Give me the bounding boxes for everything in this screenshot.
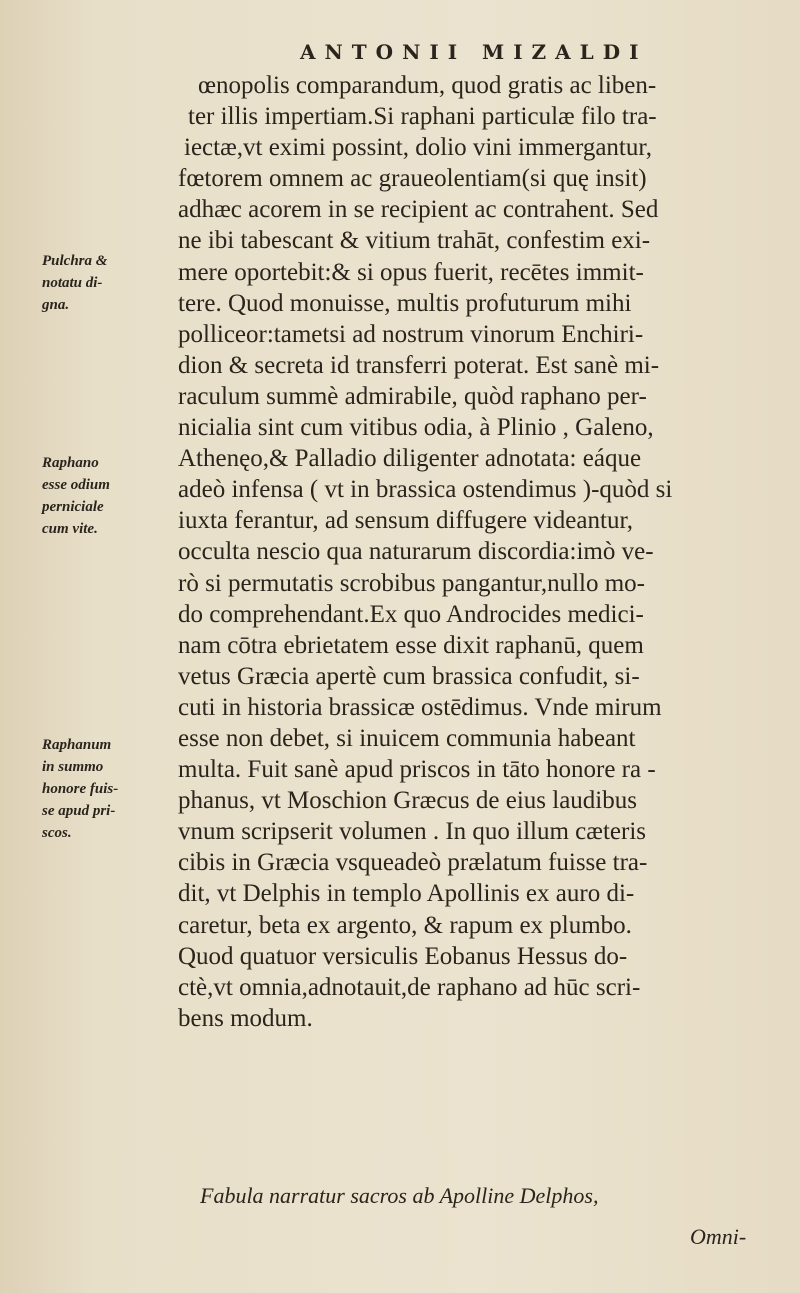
text-line: iectæ,vt eximi possint, dolio vini immergantur, — [184, 134, 652, 162]
text-line: esse non debet, si inuicem communia habeant — [178, 724, 636, 752]
text-line: Quod quatuor versiculis Eobanus Hessus do- — [178, 942, 628, 970]
text-line: nicialia sint cum vitibus odia, à Plinio , Galeno, — [178, 414, 654, 442]
text-line: Athenęo,& Palladio diligenter adnotata: eáque — [178, 445, 642, 473]
text-line: adhæc acorem in se recipient ac contrahent. Sed — [178, 196, 659, 224]
catchword: Omni- — [690, 1224, 747, 1249]
marginal-note-line: cum vite. — [42, 521, 98, 537]
text-line: caretur, beta ex argento, & rapum ex plumbo. — [178, 911, 632, 939]
marginal-note-line: Pulchra & — [42, 253, 108, 269]
text-line: cibis in Græcia vsqueadeò prælatum fuisse tra- — [178, 849, 648, 877]
text-line: ter illis impertiam.Si raphani particulæ filo tra- — [188, 103, 657, 131]
body-text — [170, 70, 782, 1034]
marginal-note-line: se apud pri- — [42, 803, 116, 819]
marginal-note-line: esse odium — [42, 477, 110, 493]
text-line: vnum scripserit volumen . In quo illum cæteris — [178, 818, 646, 846]
text-line: ne ibi tabescant & vitium trahāt, confestim exi- — [178, 227, 651, 255]
text-line: polliceor:tametsi ad nostrum vinorum Enchiri- — [178, 320, 644, 348]
text-line: fœtorem omnem ac graueolentiam(si quę insit) — [178, 165, 647, 193]
text-line: ctè,vt omnia,adnotauit,de raphano ad hūc scri- — [178, 973, 641, 1001]
text-line: mere oportebit:& si opus fuerit, recētes immit- — [178, 258, 644, 286]
text-line: adeò infensa ( vt in brassica ostendimus )-quòd si — [178, 476, 673, 504]
text-line: do comprehendant.Ex quo Androcides medici- — [178, 600, 644, 628]
marginal-note — [42, 250, 172, 316]
text-line: cuti in historia brassicæ ostēdimus. Vnde mirum — [178, 693, 662, 721]
text-line: nam cōtra ebrietatem esse dixit raphanū, quem — [178, 631, 644, 659]
text-line: rò si permutatis scrobibus pangantur,nullo mo- — [178, 569, 645, 597]
marginal-note-line: gna. — [42, 297, 70, 313]
marginal-note — [42, 452, 172, 540]
text-line: bens modum. — [178, 1004, 313, 1032]
text-line: tere. Quod monuisse, multis profuturum mihi — [178, 289, 632, 317]
marginal-note-line: Raphanum — [42, 737, 112, 753]
text-line: multa. Fuit sanè apud priscos in tāto honore ra - — [178, 756, 656, 784]
text-line: dit, vt Delphis in templo Apollinis ex auro di- — [178, 880, 635, 908]
text-line: occulta nescio qua naturarum discordia:imò ve- — [178, 538, 654, 566]
verse-caption: Fabula narratur sacros ab Apolline Delphos, — [200, 1183, 599, 1208]
text-line: dion & secreta id transferri poterat. Est sanè mi- — [178, 351, 660, 379]
running-head: ANTONII MIZALDI — [300, 40, 648, 64]
text-line: œnopolis comparandum, quod gratis ac liben- — [198, 72, 657, 99]
text-line: iuxta ferantur, ad sensum diffugere videantur, — [178, 507, 634, 535]
marginal-note-line: scos. — [42, 825, 72, 841]
text-line: vetus Græcia apertè cum brassica confudit, si- — [178, 662, 640, 690]
text-line: raculum summè admirabile, quòd raphano per- — [178, 382, 647, 410]
marginal-note-line: in summo — [42, 759, 104, 775]
marginal-note-line: notatu di- — [42, 275, 103, 291]
marginal-note-line: perniciale — [42, 499, 104, 515]
marginal-note-line: Raphano — [42, 455, 99, 471]
marginal-note — [42, 734, 172, 844]
text-line: phanus, vt Moschion Græcus de eius laudibus — [178, 787, 637, 815]
marginal-note-line: honore fuis- — [42, 781, 119, 797]
